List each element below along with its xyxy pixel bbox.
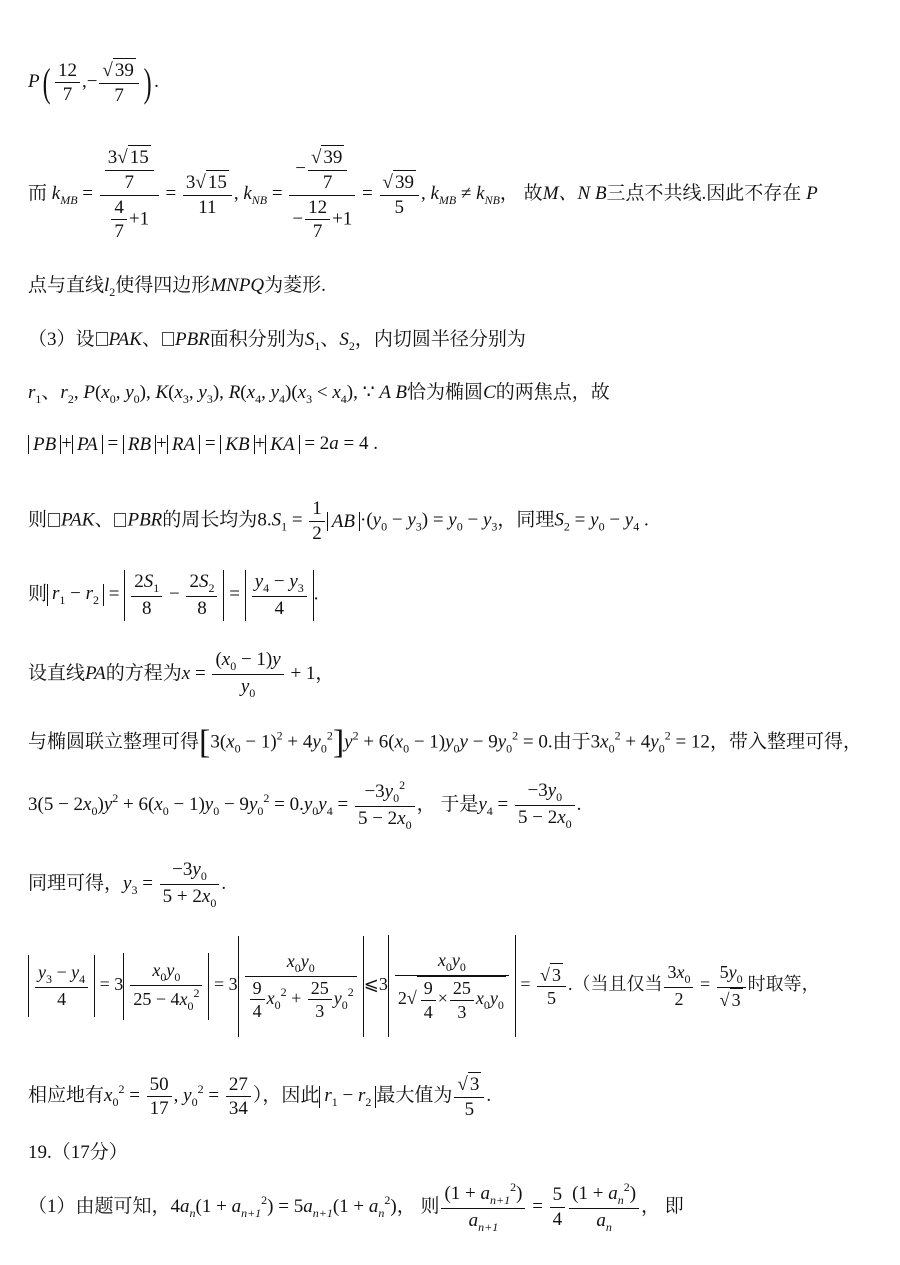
y3-equation: 同理可得，$y_3$ = $\frac{-3y_0}{5 + 2x_0}$ . bbox=[28, 859, 227, 910]
point-p-line: P( $\frac{12}{7}$ ,− $\frac{√ 39}{7}$ ) . bbox=[28, 59, 159, 106]
system-equation: 与椭圆联立整理可得$[3(x_0 - 1)^2 + 4y_0^2]y^2 + 6(x_0 - 1)y_0y - 9y_0^2 = 0$.由于$3x_0^2 + 4y_0^2 = 12$，带入整理可得， bbox=[28, 724, 862, 761]
rhombus-conclusion: 点与直线$l_2$使得四边形MNPQ为菱形. bbox=[28, 275, 326, 299]
question-19-heading: 19.（17分） bbox=[28, 1142, 128, 1163]
part3-intro: （3）设 PAK、 PBR面积分别为$S_1$、$S_2$，内切圆半径分别为 bbox=[28, 329, 526, 353]
slope-comparison-line: 而 $k_{MB}$ = $\frac{3√ 15}{7}$ $\frac{4}{7}$ +1 = $\frac{3√ 15}{11}$ , $k_{NB}$ = − $\frac{√ 39}{7}$ − $\frac{12}{7}$ +1 = $\frac{√ 39}{5}$ , $k_{MB} \ne k_{NB}$， 故M、N B三点不共线.因此不存在 P bbox=[28, 147, 818, 243]
perimeter-equation: PB + PA = RB + RA = KB + KA = 2a = 4 . bbox=[28, 434, 378, 454]
line-pa-equation: 设直线PA的方程为x = $\frac{(x_0 - 1)y}{y_0}$ + 1， bbox=[28, 649, 335, 700]
part3-variables: $r_1$、$r_2$, $P(x_0$, $y_0$), $K(x_3$, $y_3$), $R(x_4$, $y_4)(x_3 < x_4)$, ∵ A B恰为椭圆C的两焦点，故 bbox=[28, 382, 610, 406]
question-19-part1: （1）由题可知，$4a_n(1 + a_{n+1}^2) = 5a_{n+1}(1 + a_n^2)$， 则 $\frac{(1 + a_{n+1}^2)}{a_{n+1}}$ = $\frac{5}{4}$ $\frac{(1 + a_n^2)}{a_n}$ ， 即 bbox=[28, 1180, 684, 1234]
maximum-value: 相应地有$x_0^2$ = $\frac{50}{17}$ , $y_0^2$ = $\frac{27}{34}$ ），因此 $r_1 - r_2$ 最大值为 $\frac{√ 3}{5}$ . bbox=[28, 1073, 492, 1120]
substituted-equation: $3(5 - 2x_0)y^2 + 6(x_0 - 1)y_0 - 9y_0^2 = 0.y_0y_4$ = $\frac{-3y_0^2}{5 - 2x_0}$ ， 于是$y_4$ = $\frac{-3y_0}{5 - 2x_0}$ . bbox=[28, 778, 582, 832]
inequality-chain: $\frac{y_3 - y_4}{4}$ = 3 $\frac{x_0y_0}{25 - 4x_0^2}$ = 3 $x_0y_0$ $\frac{9}{4}$ $x_0^2$ + $\frac{25}{3}$ $y_0^2$ ⩽3 $x_0y_0$ 2√ $\frac{9}{4}$ × $\frac{25}{3}$ $x_0y_0$ = $\frac{√ 3}{5}$ .（当且仅当 $\frac{3x_0}{2}$ = $\frac{5y_0}{√ 3}$ 时取等， bbox=[28, 935, 820, 1037]
radius-difference: 则 $r_1 - r_2$ = $\frac{2S_1}{8}$ − $\frac{2S_2}{8}$ = $\frac{y_4 - y_3}{4}$ . bbox=[28, 571, 319, 619]
area-equation: 则 PAK、 PBR的周长均为$8.S_1$ = $\frac{1}{2}$ AB $\cdot(y_0 - y_3) = y_0 - y_3$，同理$S_2 = y_0 - y_4$ . bbox=[28, 498, 649, 544]
